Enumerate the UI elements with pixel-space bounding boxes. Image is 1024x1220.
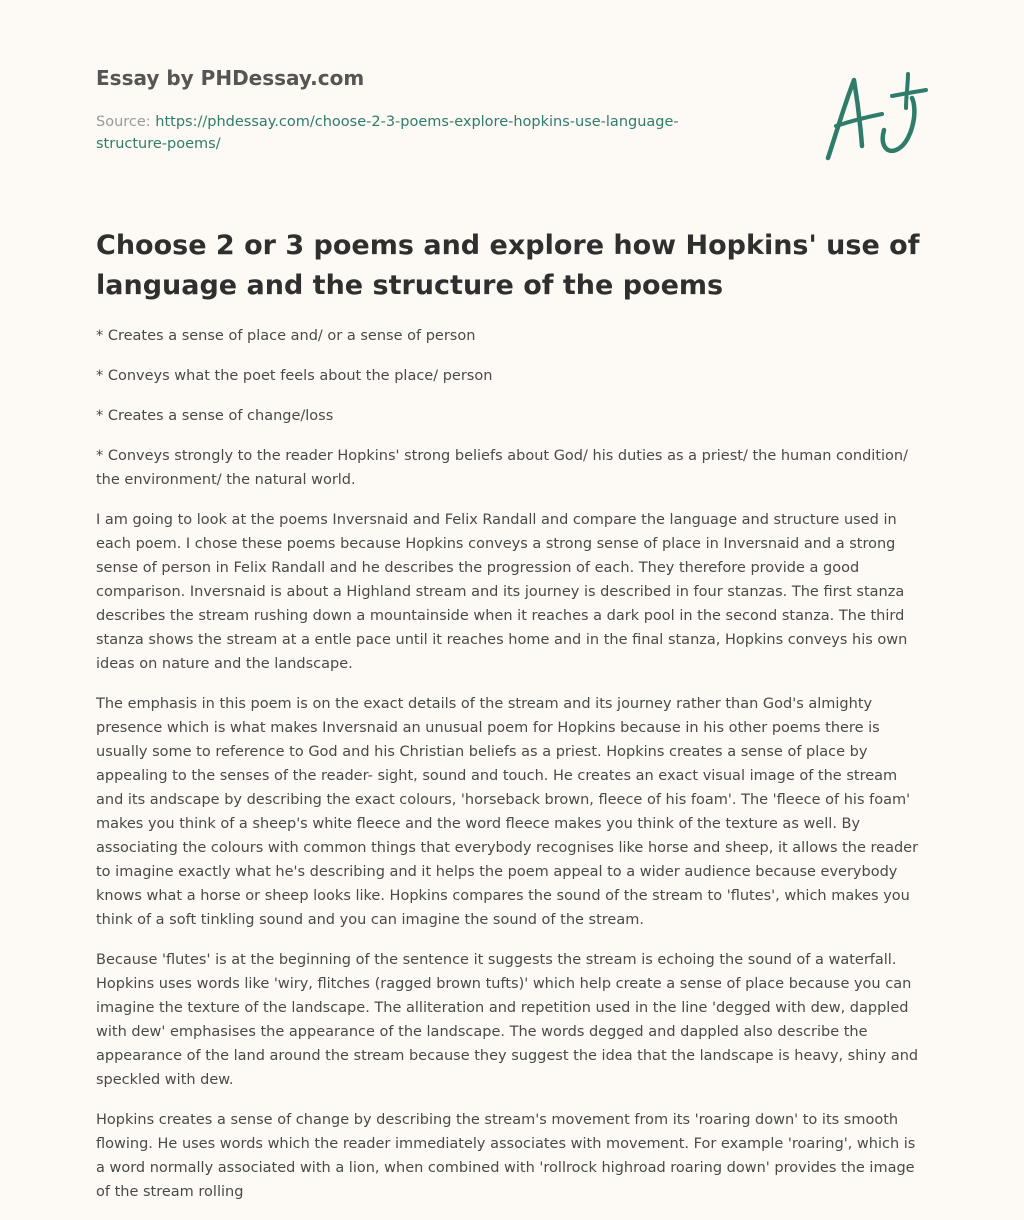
site-brand: Essay by PHDessay.com — [96, 66, 365, 90]
source-label: Source: — [96, 114, 151, 130]
essay-paragraph: The emphasis in this poem is on the exact details of the stream and its journey rather than God's almighty presence which is what makes Inversnaid an unusual poem for Hopkins because in his other poems there is usually some to reference to God and his Christian beliefs as a priest. Hopkins creates a sense of place by appealing to the senses of the reader- sight, sound and touch. He creates an exact visual image of the stream and its andscape by describing the exact colours, 'horseback brown, fleece of his foam'. The 'fleece of his foam' makes you think of a sheep's white fleece and the word fleece makes you think of the texture as well. By associating the colours with common things that everybody recognises like horse and sheep, it allows the reader to imagine exactly what he's describing and it helps the poem appeal to a wider audience because everybody knows what a horse or sheep looks like. Hopkins compares the sound of the stream to 'flutes', which makes you think of a soft tinkling sound and you can imagine the sound of the stream. — [96, 696, 919, 928]
bullet-item: * Creates a sense of change/loss — [96, 408, 334, 424]
a-plus-logo-icon — [822, 68, 932, 168]
essay-paragraph: Hopkins creates a sense of change by describing the stream's movement from its 'roaring down' to its smooth flowing. He uses words which the reader immediately associates with movement. For example 'roaring', which is a word normally associated with a lion, when combined with 'rollrock highroad roaring down' provides the image of the stream rolling — [96, 1112, 916, 1200]
essay-paragraph: I am going to look at the poems Inversnaid and Felix Randall and compare the language and structure used in each poem. I chose these poems because Hopkins conveys a strong sense of place in Inversnaid and a strong sense of person in Felix Randall and he describes the progression of each. They therefore provide a good comparison. Inversnaid is about a Highland stream and its journey is described in four stanzas. The first stanza describes the stream rushing down a mountainside when it reaches a dark pool in the second stanza. The third stanza shows the stream at a entle pace until it reaches home and in the final stanza, Hopkins conveys his own ideas on nature and the landscape. — [96, 512, 908, 672]
bullet-item: * Conveys what the poet feels about the place/ person — [96, 368, 493, 384]
essay-title: Choose 2 or 3 poems and explore how Hopkins' use of language and the structure of the poems — [96, 230, 920, 301]
essay-body — [96, 324, 928, 1220]
source-link[interactable]: https://phdessay.com/choose-2-3-poems-explore-hopkins-use-language-structure-poems/ — [96, 114, 679, 152]
source-line — [96, 111, 736, 155]
essay-paragraph: Because 'flutes' is at the beginning of the sentence it suggests the stream is echoing the sound of a waterfall. Hopkins uses words like 'wiry, flitches (ragged brown tufts)' which help create a sense of place because you can imagine the texture of the landscape. The alliteration and repetition used in the line 'degged with dew, dappled with dew' emphasises the appearance of the landscape. The words degged and dappled also describe the appearance of the land around the stream because they suggest the idea that the landscape is heavy, shiny and speckled with dew. — [96, 952, 919, 1088]
bullet-item: * Creates a sense of place and/ or a sense of person — [96, 328, 476, 344]
bullet-item: * Conveys strongly to the reader Hopkins' strong beliefs about God/ his duties as a priest/ the human condition/ the environment/ the natural world. — [96, 448, 908, 488]
